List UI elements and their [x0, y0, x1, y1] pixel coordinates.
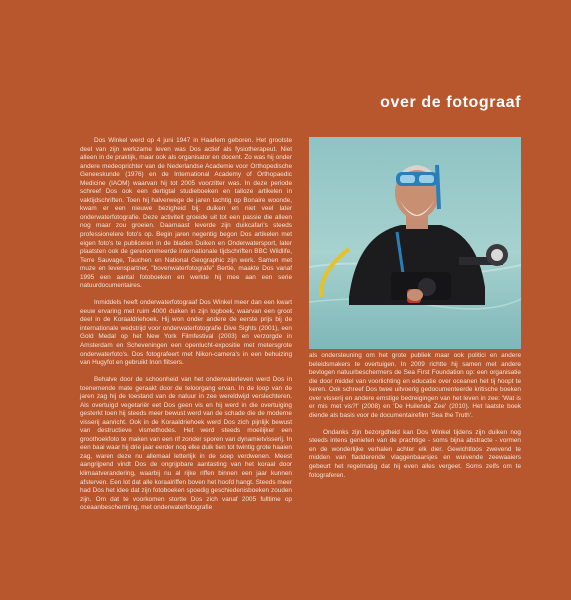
paragraph-closing: Ondanks zijn bezorgdheid kan Dos Winkel tijdens zijn duiken nog steeds intens genieten van de prachtige - soms bijna abstracte - vormen en de wonderlijke verhalen achter elk dier. Gewichtloos zwevend te midden van fladderende vlaggenbaarsjes en wuivende zeewaaiers gebeurt het regelmatig dat hij even alles vergeet. Soms zelfs om te fotograferen.: [309, 428, 521, 479]
left-text-column: [80, 137, 292, 521]
paragraph-experience: Inmiddels heeft onderwaterfotograaf Dos Winkel meer dan een kwart eeuw ervaring met ruim 4000 duiken in zijn logboek, waarvan een groot deel in de Koraaldriehoek. Hij won onder andere de eerste prijs bij de internationale wedstrijd voor onderwaterfotografie Dive Sights (2001), een Gold Medal op het New York Filmfestival (2003) en verzorgde in Amsterdam en Scheveningen een openlucht-expositie met metersgrote onderwaterfoto's. Dos fotografeert met Nikon-camera's in een behuizing van Hugyfot en gebruikt Inon flitsers.: [80, 299, 292, 367]
paragraph-biography: Dos Winkel werd op 4 juni 1947 in Haarlem geboren. Het grootste deel van zijn werkzame leven was Dos actief als fysiotherapeut. Niet alleen in de praktijk, maar ook als organisator en docent. Zo was hij onder andere medeoprichter van de Nederlandse Academie voor Orthopedische Geneeskunde (1976) en de International Academy of Orthopaedic Medicine (IAOM) waarvan hij tot 2005 voorzitter was. In deze periode schreef Dos ook een dertigtal studieboeken en talloze artikelen in vaktijdschriften. Toen hij halverwege de jaren tachtig op Bonaire woonde, kwam er een nieuwe bezigheid bij: duiken en niet veel later onderwaterfotografie. Deze activiteit groeide uit tot een passie die alleen nog maar zou groeien. Daarnaast leverde zijn duikcafari's steeds professionelere foto's op. Begin jaren negentig begon Dos artikelen met eigen foto's te publiceren in de bladen Duiken en Onderwatersport, later plaatsten ook de gerenommeerde internationale tijdschriften BBC Wildlife, Terre Sauvage, Tauchen en National Geographic zijn werk. Samen met muze en levenspartner, "bovenwaterfotografe" Bertie, maakte Dos vanaf 1995 een aantal fotoboeken en werkte hij mee aan een serie natuurdocumentaires.: [80, 137, 292, 290]
diver-illustration: [309, 137, 521, 349]
paragraph-sea-first: als ondersteuning om het grote publiek maar ook politici en andere beleidsmakers te overtuigen. In 2009 richtte hij samen met andere bevlogen natuurbeschermers de Sea First Foundation op: een organisatie die door middel van voorlichting en educatie over oceanen het tij hoopt te keren. Ook schreef Dos twee uitvoerig gedocumenteerde kritische boeken over visserij en andere ernstige bedreigingen van het leven in zee: 'Wat is er mis met vis?!' (2008) en 'De Huilende Zee' (2010). Het laatste boek diende als basis voor de documentairefilm 'Sea the Truth'.: [309, 352, 521, 419]
paragraph-conservation: Behalve door de schoonheid van het onderwaterleven werd Dos in toenemende mate geraakt door de teloorgang ervan. In de loop van de jaren zag hij de toestand van de natuur in zee wereldwijd verslechteren. Als overtuigd vegetariër eet Dos geen vis en hij werd in die overtuiging gesterkt toen hij steeds meer bewust werd van de schade die de moderne visserij aanricht. Ook in de Koraaldriehoek werd Dos zich pijnlijk bewust van destructieve vismethodes. Het werd steeds moeilijker een groothoekfoto te maken van een rif zonder sporen van dynamietvisserij. In een baai waar hij drie jaar eerder nog elke duik tien tot twintig grote haaien zag, waren deze nu allemaal letterlijk in de soep verdwenen. Meest aangrijpend vindt Dos de ongrijpbare aantasting van het koraal door klimaatverandering, waarbij nu al rijke riffen binnen een jaar kunnen afsterven. Een lot dat alle koraalriffen boven het hoofd hangt. Steeds meer had Dos het idee dat zijn fotoboeken spoedig geschiedenisboeken zouden zijn. Om dat te voorkomen stortte Dos zich vanaf 2005 fulltime op oceaanbescherming, met onderwaterfotografie: [80, 376, 292, 512]
page-heading: over de fotograaf: [380, 94, 521, 111]
right-text-column: [309, 352, 521, 488]
photographer-photo: [309, 137, 521, 349]
